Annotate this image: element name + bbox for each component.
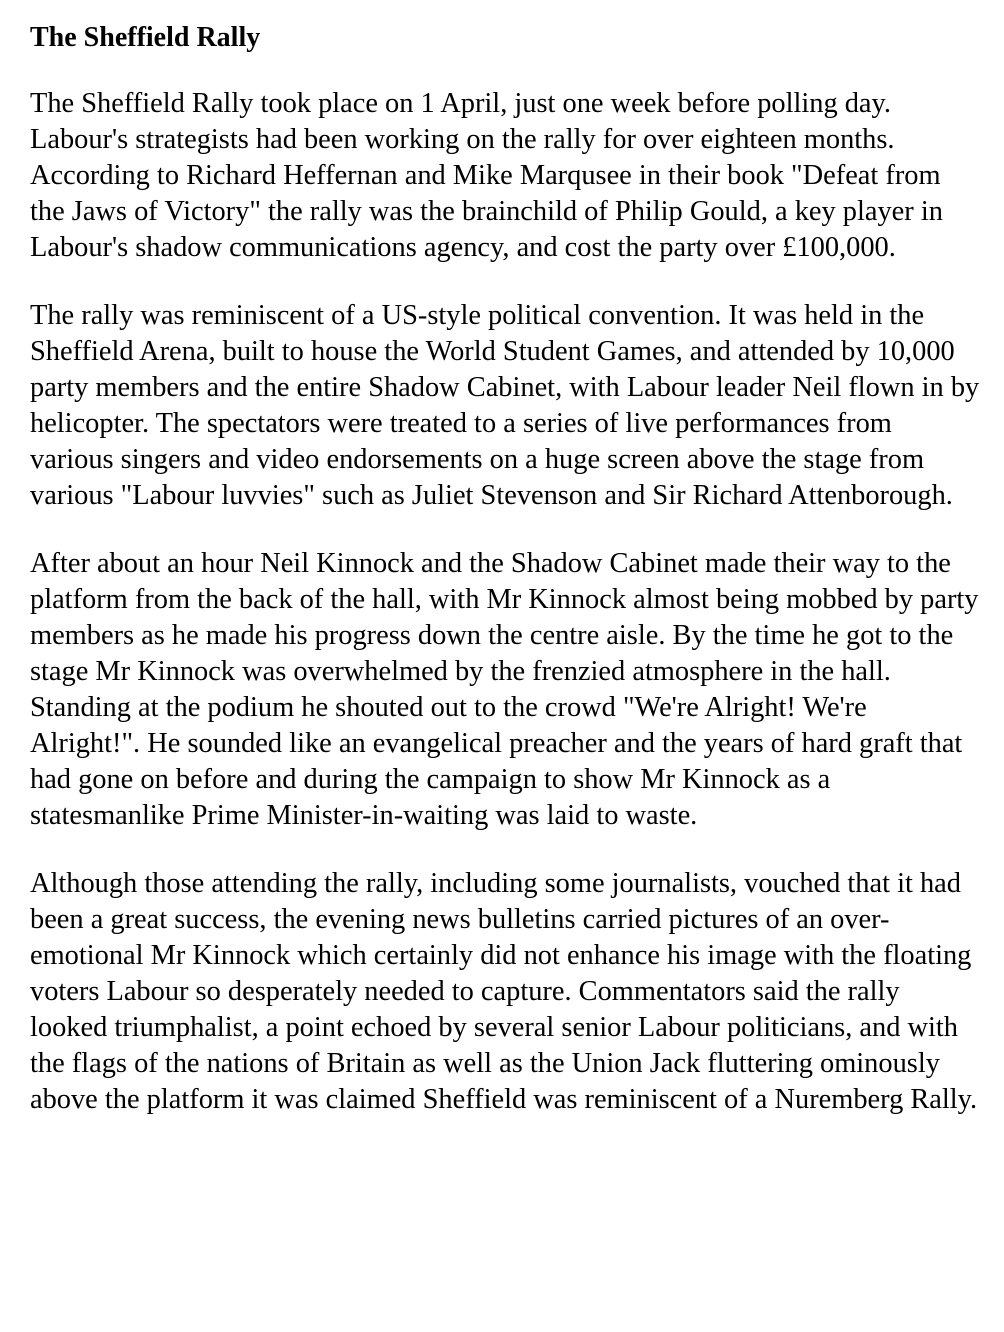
article-title: The Sheffield Rally xyxy=(30,22,261,53)
article-paragraph: After about an hour Neil Kinnock and the Shadow Cabinet made their way to the platform from the back of the hall, with Mr Kinnock almost being mobbed by party members as he made his progress down the centre aisle. By the time he got to the stage Mr Kinnock was overwhelmed by the frenzied atmosphere in the hall. Standing at the podium he shouted out to the crowd "We're Alright! We're Alright!". He sounded like an evangelical preacher and the years of hard graft that had gone on before and during the campaign to show Mr Kinnock as a statesmanlike Prime Minister-in-waiting was laid to waste. xyxy=(30,548,979,831)
article-paragraph: Although those attending the rally, including some journalists, vouched that it had been a great success, the evening news bulletins carried pictures of an over-emotional Mr Kinnock which certainly did not enhance his image with the floating voters Labour so desperately needed to capture. Commentators said the rally looked triumphalist, a point echoed by several senior Labour politicians, and with the flags of the nations of Britain as well as the Union Jack fluttering ominously above the platform it was claimed Sheffield was reminiscent of a Nuremberg Rally. xyxy=(30,868,978,1115)
article-paragraph: The rally was reminiscent of a US-style political convention. It was held in the Sheffield Arena, built to house the World Student Games, and attended by 10,000 party members and the entire Shadow Cabinet, with Labour leader Neil flown in by helicopter. The spectators were treated to a series of live performances from various singers and video endorsements on a huge screen above the stage from various "Labour luvvies" such as Juliet Stevenson and Sir Richard Attenborough. xyxy=(30,300,980,511)
article-paragraph: The Sheffield Rally took place on 1 April, just one week before polling day. Labour's strategists had been working on the rally for over eighteen months. According to Richard Heffernan and Mike Marqusee in their book "Defeat from the Jaws of Victory" the rally was the brainchild of Philip Gould, a key player in Labour's shadow communications agency, and cost the party over £100,000. xyxy=(30,88,943,263)
